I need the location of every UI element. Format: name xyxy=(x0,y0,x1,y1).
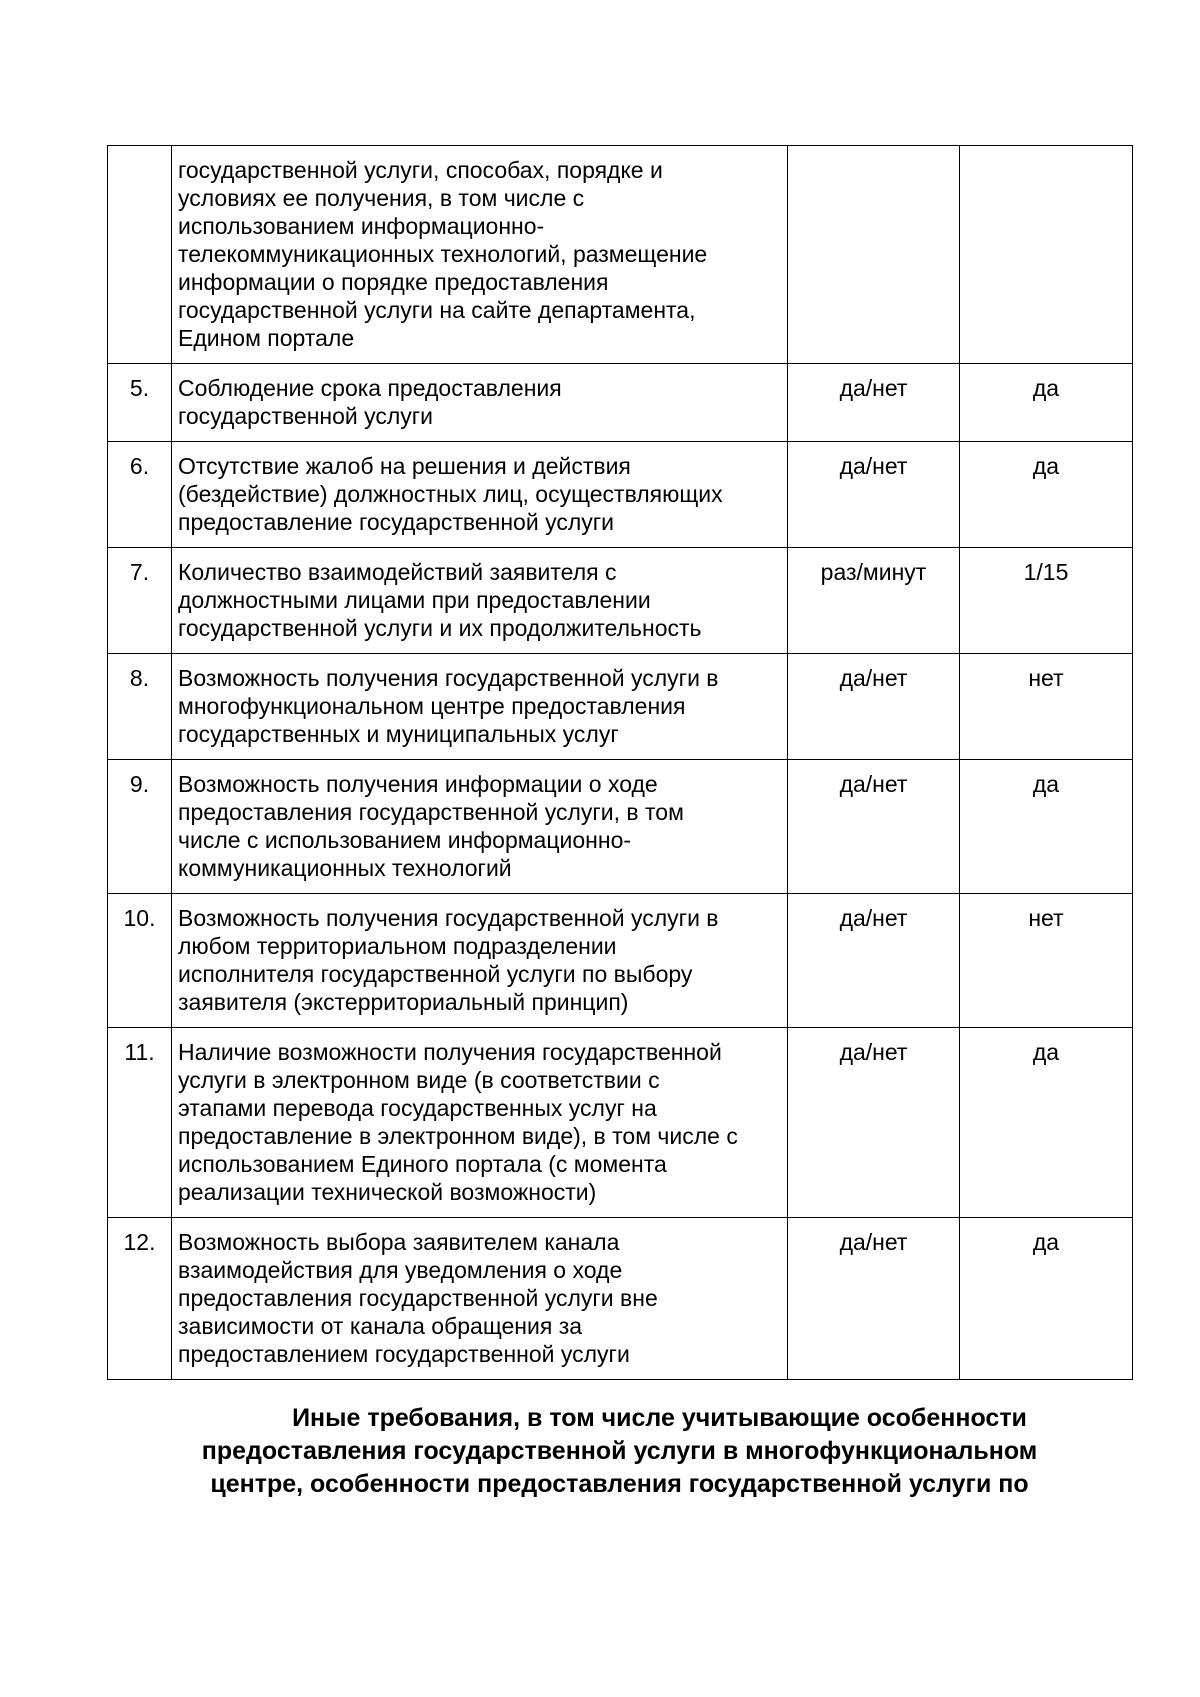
unit-of-measure: да/нет xyxy=(788,654,960,760)
indicator-name xyxy=(172,654,788,760)
indicator-value: 1/15 xyxy=(960,548,1133,654)
indicator-name-line: Возможность получения государственной услуги в xyxy=(178,905,719,931)
unit-of-measure: раз/минут xyxy=(788,548,960,654)
indicator-name xyxy=(172,1028,788,1218)
indicator-name-line: заявителя (экстерриториальный принцип) xyxy=(178,989,629,1015)
indicator-name-line: Наличие возможности получения государственной xyxy=(178,1039,722,1065)
indicator-name-line: Возможность получения информации о ходе xyxy=(178,771,658,797)
unit-of-measure: да/нет xyxy=(788,364,960,442)
indicator-name-line: предоставлением государственной услуги xyxy=(178,1341,630,1367)
indicator-name-line: государственных и муниципальных услуг xyxy=(178,721,619,747)
table-row xyxy=(108,442,1133,548)
table-row xyxy=(108,146,1133,364)
row-number: 9. xyxy=(108,760,172,894)
indicator-name-line: услуги в электронном виде (в соответствии с xyxy=(178,1067,660,1093)
unit-of-measure: да/нет xyxy=(788,1218,960,1380)
row-number xyxy=(108,146,172,364)
section-heading-line: предоставления государственной услуги в многофункциональном xyxy=(201,1437,1038,1465)
indicator-name-line: государственной услуги xyxy=(178,403,434,429)
table-row xyxy=(108,1028,1133,1218)
indicator-name xyxy=(172,894,788,1028)
indicator-name-line: использованием Единого портала (с момента xyxy=(178,1151,667,1177)
indicator-name xyxy=(172,146,788,364)
indicator-value: нет xyxy=(960,654,1133,760)
indicator-name-line: многофункциональном центре предоставления xyxy=(178,693,686,719)
indicator-name-line: этапами перевода государственных услуг на xyxy=(178,1095,657,1121)
indicator-value: да xyxy=(960,364,1133,442)
indicator-name-line: предоставление в электронном виде), в том числе с xyxy=(178,1123,738,1149)
table-row xyxy=(108,894,1133,1028)
indicator-name-line: должностными лицами при предоставлении xyxy=(178,587,651,613)
row-number: 12. xyxy=(108,1218,172,1380)
indicator-name-line: Возможность получения государственной услуги в xyxy=(178,665,719,691)
indicator-name-line: телекоммуникационных технологий, размещение xyxy=(178,241,708,267)
indicator-value: нет xyxy=(960,894,1133,1028)
indicator-name xyxy=(172,442,788,548)
unit-of-measure: да/нет xyxy=(788,442,960,548)
indicator-name xyxy=(172,1218,788,1380)
table-row xyxy=(108,760,1133,894)
row-number: 11. xyxy=(108,1028,172,1218)
indicator-name-line: предоставление государственной услуги xyxy=(178,509,614,535)
indicator-name-line: (бездействие) должностных лиц, осуществляющих xyxy=(178,481,723,507)
indicator-name-line: зависимости от канала обращения за xyxy=(178,1313,583,1339)
row-number: 10. xyxy=(108,894,172,1028)
indicator-name-line: государственной услуги, способах, порядке и xyxy=(178,157,663,183)
row-number: 7. xyxy=(108,548,172,654)
section-heading-line: Иные требования, в том числе учитывающие особенности xyxy=(292,1404,1027,1432)
indicator-name-line: коммуникационных технологий xyxy=(178,855,512,881)
unit-of-measure xyxy=(788,146,960,364)
indicator-name xyxy=(172,548,788,654)
indicator-value xyxy=(960,146,1133,364)
table-row xyxy=(108,364,1133,442)
indicator-name-line: условиях ее получения, в том числе с xyxy=(178,185,585,211)
row-number: 6. xyxy=(108,442,172,548)
unit-of-measure: да/нет xyxy=(788,894,960,1028)
indicator-value: да xyxy=(960,760,1133,894)
indicator-name-line: реализации технической возможности) xyxy=(178,1179,597,1205)
indicator-name xyxy=(172,760,788,894)
indicator-name-line: Едином портале xyxy=(178,325,355,351)
indicator-name-line: предоставления государственной услуги вне xyxy=(178,1285,658,1311)
row-number: 8. xyxy=(108,654,172,760)
indicator-name-line: Отсутствие жалоб на решения и действия xyxy=(178,453,631,479)
row-number: 5. xyxy=(108,364,172,442)
unit-of-measure: да/нет xyxy=(788,760,960,894)
table-row xyxy=(108,654,1133,760)
indicator-name-line: информации о порядке предоставления xyxy=(178,269,609,295)
indicator-name-line: Соблюдение срока предоставления xyxy=(178,375,562,401)
indicator-name-line: числе с использованием информационно- xyxy=(178,827,632,853)
indicator-name-line: использованием информационно- xyxy=(178,213,545,239)
indicator-name-line: государственной услуги и их продолжительность xyxy=(178,615,702,641)
indicator-name-line: исполнителя государственной услуги по выбору xyxy=(178,961,693,987)
table-row xyxy=(108,548,1133,654)
indicator-name-line: Возможность выбора заявителем канала xyxy=(178,1229,620,1255)
indicators-table-body xyxy=(108,146,1133,1380)
indicator-name-line: Количество взаимодействий заявителя с xyxy=(178,559,617,585)
indicator-name-line: взаимодействия для уведомления о ходе xyxy=(178,1257,623,1283)
indicator-value: да xyxy=(960,442,1133,548)
indicator-name-line: любом территориальном подразделении xyxy=(178,933,617,959)
indicators-table xyxy=(107,145,1133,1380)
indicator-name xyxy=(172,364,788,442)
indicator-name-line: предоставления государственной услуги, в том xyxy=(178,799,684,825)
section-heading xyxy=(107,1402,1132,1501)
indicator-value: да xyxy=(960,1028,1133,1218)
section-heading-line: центре, особенности предоставления государственной услуги по xyxy=(210,1470,1029,1498)
table-row xyxy=(108,1218,1133,1380)
unit-of-measure: да/нет xyxy=(788,1028,960,1218)
indicator-value: да xyxy=(960,1218,1133,1380)
indicator-name-line: государственной услуги на сайте департамента, xyxy=(178,297,696,323)
